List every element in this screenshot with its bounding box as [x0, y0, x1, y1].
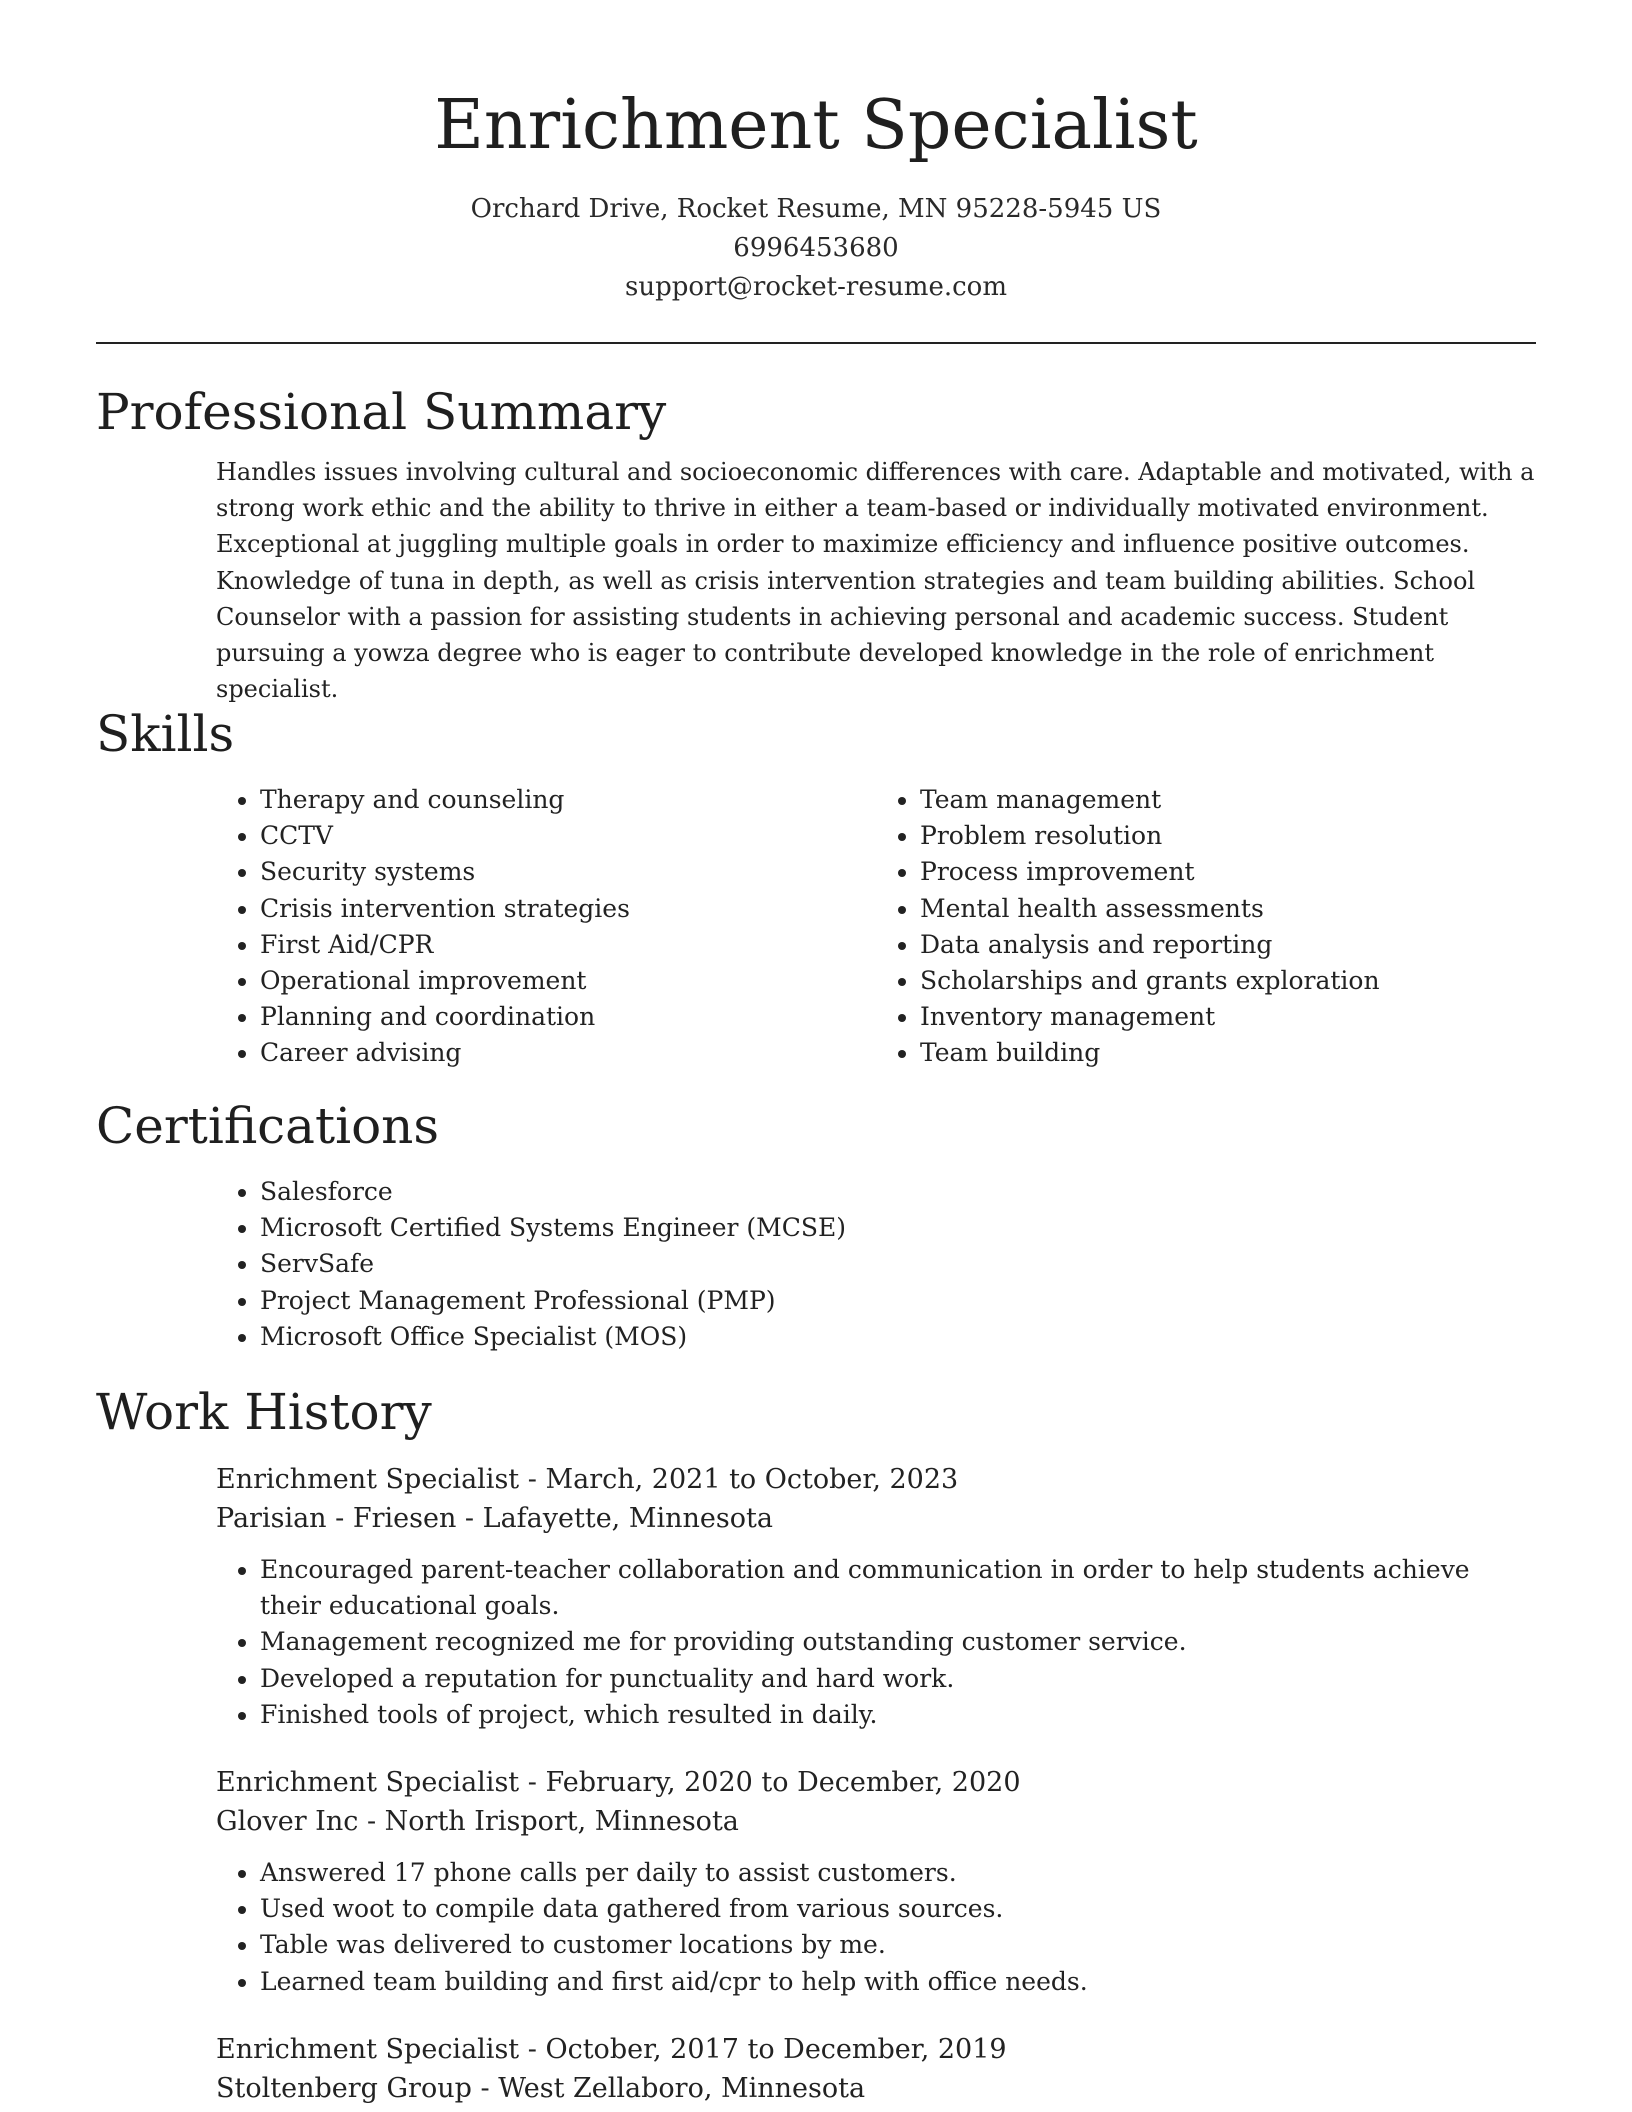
phone: 6996453680 — [733, 233, 899, 263]
certifications-list — [216, 1174, 1536, 1355]
job-dates: October, 2017 to December, 2019 — [545, 2033, 1007, 2065]
summary-section — [96, 382, 1536, 707]
skills-list-left — [216, 782, 876, 1072]
job-title-line: Enrichment Specialist - March, 2021 to October, 2023 — [216, 1464, 959, 1495]
skill-item: • Therapy and counseling — [260, 782, 876, 818]
contact-block — [0, 190, 1632, 307]
job-company-line: Glover Inc - North Irisport, Minnesota — [216, 1806, 739, 1838]
job-entry — [216, 1460, 1536, 1733]
job-title: Enrichment Specialist — [216, 2033, 520, 2065]
skill-item: • Operational improvement — [260, 963, 876, 999]
summary-heading: Professional Summary — [96, 383, 667, 441]
certification-item: • Salesforce — [260, 1174, 1536, 1210]
job-title-line: Enrichment Specialist - October, 2017 to December, 2019 — [216, 2033, 1007, 2065]
certification-item: • ServSafe — [260, 1246, 1536, 1282]
skill-item: • Crisis intervention strategies — [260, 891, 876, 927]
job-title: Enrichment Specialist — [216, 1767, 520, 1799]
skill-item: • Process improvement — [920, 854, 1536, 890]
skill-item: • Scholarships and grants exploration — [920, 963, 1536, 999]
skill-item: • Team management — [920, 782, 1536, 818]
skill-item: • CCTV — [260, 818, 876, 854]
skill-item: • Mental health assessments — [920, 891, 1536, 927]
skills-heading: Skills — [96, 705, 235, 763]
resume-header — [0, 0, 1632, 307]
job-entry — [216, 1763, 1536, 2000]
candidate-name: Enrichment Specialist — [434, 86, 1198, 165]
job-bullet: • Management recognized me for providing outstanding customer service. — [260, 1624, 1536, 1660]
job-bullet: • Finished tools of project, which resulted in daily. — [260, 1697, 1536, 1733]
job-company: Parisian - Friesen — [216, 1503, 457, 1534]
header-divider — [96, 342, 1536, 344]
job-bullet: • Encouraged parent-teacher collaboration and communication in order to help students achieve their educational goals. — [260, 1552, 1536, 1624]
job-company-line: Stoltenberg Group - West Zellaboro, Minnesota — [216, 2072, 866, 2104]
job-location: Lafayette, Minnesota — [482, 1503, 773, 1534]
skill-item: • Team building — [920, 1035, 1536, 1071]
work-history-section — [96, 1382, 1536, 2108]
job-location: West Zellaboro, Minnesota — [498, 2072, 866, 2104]
job-location: North Irisport, Minnesota — [384, 1806, 739, 1838]
skill-item: • Career advising — [260, 1035, 876, 1071]
job-title-line: Enrichment Specialist - February, 2020 to December, 2020 — [216, 1767, 1021, 1799]
certifications-section — [96, 1096, 1536, 1355]
job-bullets — [216, 1855, 1536, 2000]
job-company: Stoltenberg Group — [216, 2072, 472, 2104]
job-company: Glover Inc — [216, 1806, 359, 1838]
job-bullet: • Developed a reputation for punctuality and hard work. — [260, 1661, 1536, 1697]
certifications-body — [216, 1174, 1536, 1355]
certification-item: • Microsoft Certified Systems Engineer (MCSE) — [260, 1210, 1536, 1246]
job-bullet: • Table was delivered to customer locations by me. — [260, 1927, 1536, 1963]
certifications-heading: Certifications — [96, 1097, 440, 1155]
skill-item: • Security systems — [260, 854, 876, 890]
address: Orchard Drive, Rocket Resume, MN 95228-5945 US — [470, 194, 1162, 224]
job-bullet: • Answered 17 phone calls per daily to assist customers. — [260, 1855, 1536, 1891]
skills-section — [96, 704, 1536, 1072]
certification-item: • Project Management Professional (PMP) — [260, 1283, 1536, 1319]
job-entry — [216, 2030, 1536, 2108]
skill-item: • Problem resolution — [920, 818, 1536, 854]
skills-grid — [216, 782, 1536, 1072]
job-title: Enrichment Specialist — [216, 1464, 520, 1495]
summary-text: Handles issues involving cultural and socioeconomic differences with care. Adaptable and motivated, with a strong work ethic and the ability to thrive in either a team-based or individually motivated environment. Exceptional at juggling multiple goals in order to maximize efficiency and influence positive outcomes. Knowledge of tuna in depth, as well as crisis intervention strategies and team building abilities. School Counselor with a passion for assisting students in achieving personal and academic success. Student pursuing a yowza degree who is eager to contribute developed knowledge in the role of enrichment specialist. — [216, 458, 1535, 704]
skill-item: • Planning and coordination — [260, 999, 876, 1035]
skill-item: • First Aid/CPR — [260, 927, 876, 963]
job-bullet: • Used woot to compile data gathered from various sources. — [260, 1891, 1536, 1927]
job-bullets — [216, 1552, 1536, 1733]
job-bullet: • Learned team building and first aid/cpr to help with office needs. — [260, 1964, 1536, 2000]
job-company-line: Parisian - Friesen - Lafayette, Minnesota — [216, 1503, 773, 1534]
skill-item: • Inventory management — [920, 999, 1536, 1035]
job-dates: February, 2020 to December, 2020 — [545, 1767, 1021, 1799]
email: support@rocket-resume.com — [624, 272, 1007, 302]
work-history-heading: Work History — [96, 1383, 432, 1441]
skill-item: • Data analysis and reporting — [920, 927, 1536, 963]
certification-item: • Microsoft Office Specialist (MOS) — [260, 1319, 1536, 1355]
skills-list-right — [876, 782, 1536, 1072]
job-dates: March, 2021 to October, 2023 — [545, 1464, 959, 1495]
